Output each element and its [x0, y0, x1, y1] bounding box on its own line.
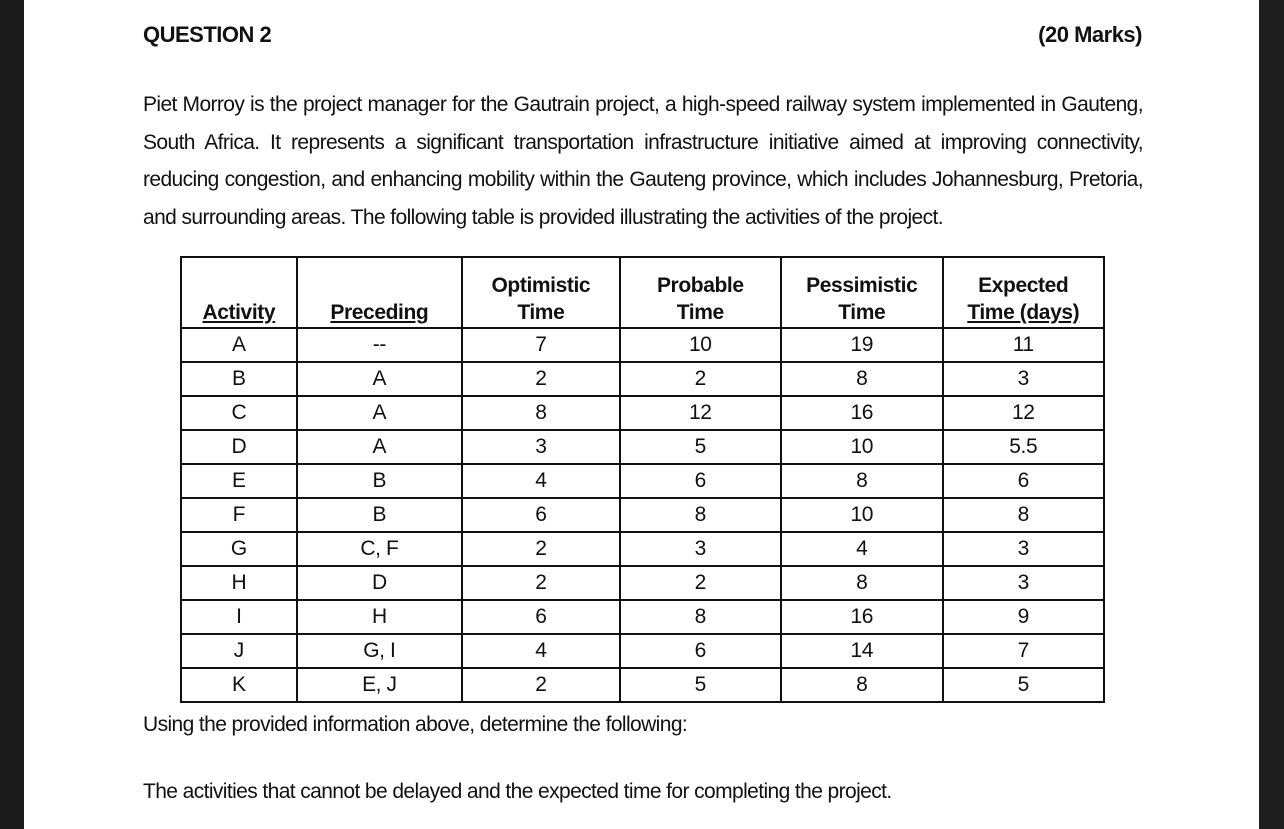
cell-optimistic: 2 [462, 532, 620, 566]
table-row [181, 668, 1104, 702]
cell-activity: C [181, 396, 297, 430]
cell-expected: 3 [943, 362, 1104, 396]
cell-activity: D [181, 430, 297, 464]
cell-pessimistic: 8 [781, 464, 943, 498]
cell-optimistic: 2 [462, 362, 620, 396]
cell-pessimistic: 16 [781, 396, 943, 430]
header-expected-time: Expected Time (days) [943, 257, 1104, 328]
cell-probable: 10 [620, 328, 781, 362]
cell-probable: 2 [620, 362, 781, 396]
cell-activity: F [181, 498, 297, 532]
cell-preceding: -- [297, 328, 462, 362]
table-row [181, 328, 1104, 362]
cell-preceding: C, F [297, 532, 462, 566]
cell-pessimistic: 8 [781, 566, 943, 600]
cell-probable: 6 [620, 464, 781, 498]
table-row [181, 600, 1104, 634]
cell-pessimistic: 10 [781, 430, 943, 464]
cell-activity: A [181, 328, 297, 362]
cell-probable: 2 [620, 566, 781, 600]
cell-optimistic: 7 [462, 328, 620, 362]
cell-optimistic: 6 [462, 600, 620, 634]
cell-optimistic: 4 [462, 464, 620, 498]
table-row [181, 566, 1104, 600]
cell-expected: 8 [943, 498, 1104, 532]
cell-pessimistic: 4 [781, 532, 943, 566]
table-body [181, 328, 1104, 702]
scrollbar[interactable] [1259, 0, 1284, 829]
cell-pessimistic: 8 [781, 668, 943, 702]
cell-pessimistic: 8 [781, 362, 943, 396]
document-page [24, 0, 1259, 829]
cell-preceding: A [297, 430, 462, 464]
cell-preceding: G, I [297, 634, 462, 668]
cell-optimistic: 6 [462, 498, 620, 532]
cell-activity: I [181, 600, 297, 634]
cell-probable: 8 [620, 498, 781, 532]
question-task: The activities that cannot be delayed and the expected time for completing the project. [143, 780, 892, 803]
question-marks: (20 Marks) [1038, 22, 1142, 47]
cell-pessimistic: 10 [781, 498, 943, 532]
cell-expected: 11 [943, 328, 1104, 362]
cell-expected: 5 [943, 668, 1104, 702]
cell-probable: 12 [620, 396, 781, 430]
cell-probable: 5 [620, 668, 781, 702]
cell-probable: 8 [620, 600, 781, 634]
cell-probable: 6 [620, 634, 781, 668]
table-row [181, 532, 1104, 566]
table-row [181, 396, 1104, 430]
cell-preceding: E, J [297, 668, 462, 702]
table-row [181, 498, 1104, 532]
cell-preceding: D [297, 566, 462, 600]
cell-activity: E [181, 464, 297, 498]
intro-paragraph: Piet Morroy is the project manager for the Gautrain project, a high-speed railway system implemented in Gauteng, South Africa. It represents a significant transportation infrastructure initiative aimed at improving connectivity, reducing congestion, and enhancing mobility within the Gauteng province, which includes Johannesburg, Pretoria, and surrounding areas. The following table is provided illustrating the activities of the project. [143, 93, 1143, 229]
cell-probable: 3 [620, 532, 781, 566]
cell-activity: G [181, 532, 297, 566]
cell-expected: 9 [943, 600, 1104, 634]
table-row [181, 464, 1104, 498]
cell-expected: 12 [943, 396, 1104, 430]
header-pessimistic-time: Pessimistic Time [781, 257, 943, 328]
cell-pessimistic: 16 [781, 600, 943, 634]
cell-expected: 5.5 [943, 430, 1104, 464]
cell-activity: H [181, 566, 297, 600]
table-header-row [181, 257, 1104, 328]
cell-preceding: B [297, 464, 462, 498]
cell-preceding: H [297, 600, 462, 634]
cell-activity: J [181, 634, 297, 668]
table-row [181, 430, 1104, 464]
cell-pessimistic: 14 [781, 634, 943, 668]
cell-expected: 7 [943, 634, 1104, 668]
header-optimistic-time: Optimistic Time [462, 257, 620, 328]
activity-table [180, 256, 1105, 703]
cell-optimistic: 3 [462, 430, 620, 464]
cell-optimistic: 2 [462, 566, 620, 600]
table-row [181, 634, 1104, 668]
cell-pessimistic: 19 [781, 328, 943, 362]
cell-preceding: A [297, 396, 462, 430]
cell-probable: 5 [620, 430, 781, 464]
table-row [181, 362, 1104, 396]
cell-preceding: A [297, 362, 462, 396]
cell-optimistic: 4 [462, 634, 620, 668]
cell-expected: 3 [943, 532, 1104, 566]
cell-expected: 6 [943, 464, 1104, 498]
question-title: QUESTION 2 [143, 22, 272, 47]
header-probable-time: Probable Time [620, 257, 781, 328]
cell-expected: 3 [943, 566, 1104, 600]
header-preceding: Preceding [297, 257, 462, 328]
question-prompt: Using the provided information above, determine the following: [143, 713, 688, 736]
cell-optimistic: 2 [462, 668, 620, 702]
cell-optimistic: 8 [462, 396, 620, 430]
header-activity: Activity [181, 257, 297, 328]
cell-activity: B [181, 362, 297, 396]
cell-preceding: B [297, 498, 462, 532]
cell-activity: K [181, 668, 297, 702]
